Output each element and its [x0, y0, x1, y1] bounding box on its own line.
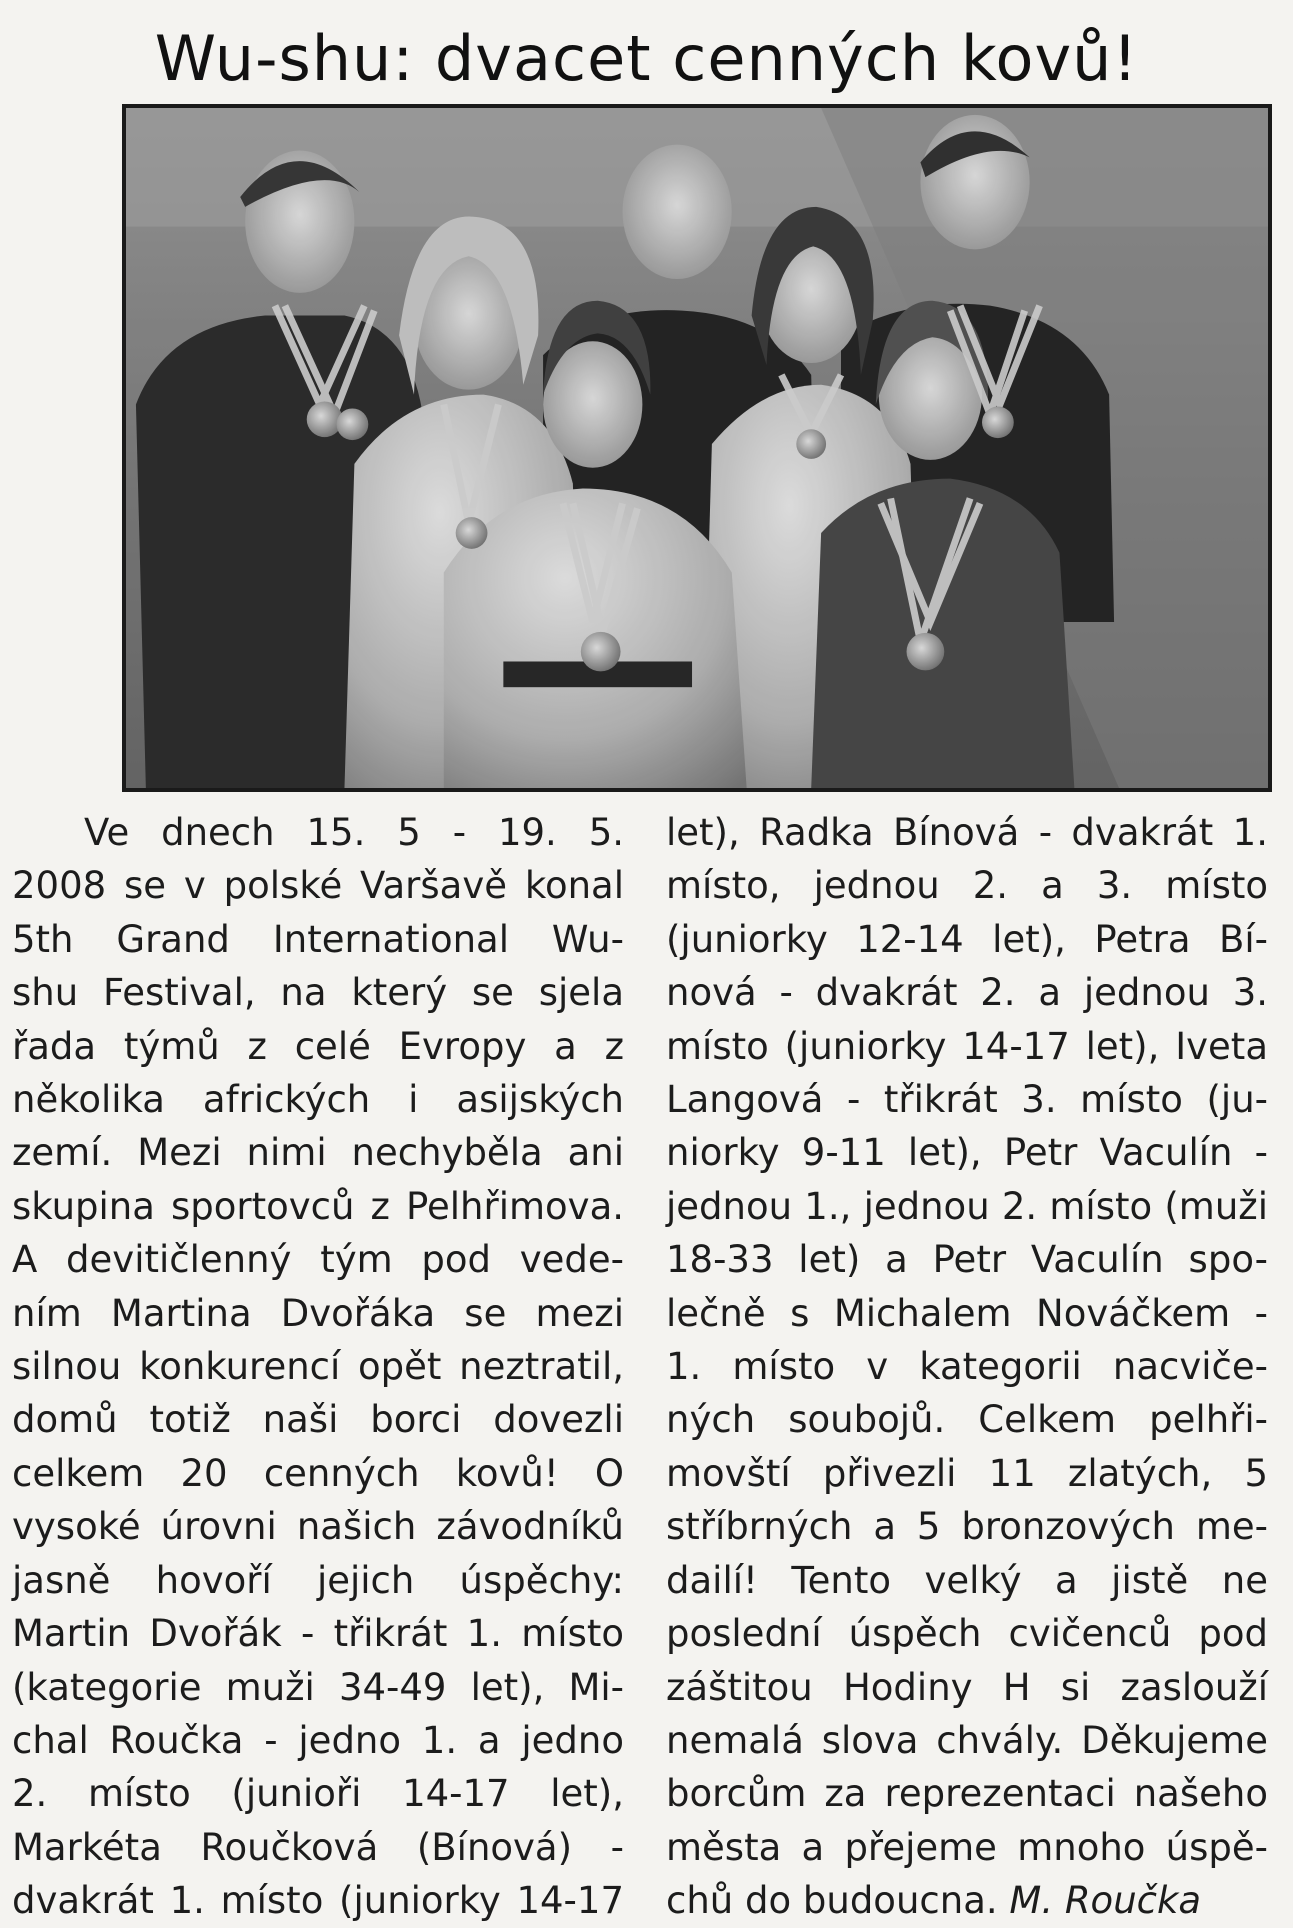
article-line: borcům za reprezentaci našeho: [666, 1772, 1268, 1816]
article-line: 18-33 let) a Petr Vaculín spo-: [666, 1238, 1268, 1282]
article-line-text: chů do budoucna.: [666, 1879, 998, 1923]
article-line: nemalá slova chvály. Děkujeme: [666, 1718, 1268, 1762]
article-line: vysoké úrovni našich závodníků: [12, 1505, 624, 1549]
article-line: domů totiž naši borci dovezli: [12, 1398, 624, 1442]
article-line: A devitičlenný tým pod vede-: [12, 1238, 624, 1282]
article-line: města a přejeme mnoho úspě-: [666, 1825, 1268, 1869]
article-line: (juniorky 12-14 let), Petra Bí-: [666, 917, 1268, 961]
article-line: (kategorie muži 34-49 let), Mi-: [12, 1665, 624, 1709]
article-line: silnou konkurencí opět neztratil,: [12, 1345, 624, 1389]
article-line: 2. místo (junioři 14-17 let),: [12, 1772, 624, 1816]
article-line: zemí. Mezi nimi nechyběla ani: [12, 1131, 624, 1175]
article-line: jednou 1., jednou 2. místo (muži: [666, 1184, 1268, 1228]
article-line: 2008 se v polské Varšavě konal: [12, 864, 624, 908]
article-line: Ve dnech 15. 5 - 19. 5.: [84, 811, 624, 854]
article-line: nová - dvakrát 2. a jednou 3.: [666, 971, 1268, 1015]
article-line: poslední úspěch cvičenců pod: [666, 1612, 1268, 1656]
article-line: let), Radka Bínová - dvakrát 1.: [666, 811, 1268, 854]
article-line: několika afrických i asijských: [12, 1078, 624, 1122]
article-column-left: [12, 806, 624, 1928]
article-line: místo (juniorky 14-17 let), Iveta: [666, 1024, 1268, 1068]
article-line: lečně s Michalem Nováčkem -: [666, 1291, 1268, 1335]
article-line: ním Martina Dvořáka se mezi: [12, 1291, 624, 1335]
article-line: movští přivezli 11 zlatých, 5: [666, 1451, 1268, 1495]
article-line: 5th Grand International Wu-: [12, 917, 624, 961]
article-line: chal Roučka - jedno 1. a jedno: [12, 1718, 624, 1762]
article-line: 1. místo v kategorii nacviče-: [666, 1345, 1268, 1389]
team-photo-illustration: [126, 108, 1268, 788]
article-line: řada týmů z celé Evropy a z: [12, 1024, 624, 1068]
article-line: Martin Dvořák - třikrát 1. místo: [12, 1612, 624, 1656]
article-line: celkem 20 cenných kovů! O: [12, 1451, 624, 1495]
article-line: Langová - třikrát 3. místo (ju-: [666, 1078, 1268, 1122]
article-line: stříbrných a 5 bronzových me-: [666, 1505, 1268, 1549]
article-line: dvakrát 1. místo (juniorky 14-17: [12, 1879, 624, 1923]
article-line: skupina sportovců z Pelhřimova.: [12, 1184, 624, 1228]
article-line: dailí! Tento velký a jistě ne: [666, 1558, 1268, 1602]
article-line: záštitou Hodiny H si zaslouží: [666, 1665, 1268, 1709]
article-line: shu Festival, na který se sjela: [12, 971, 624, 1015]
article-line: niorky 9-11 let), Petr Vaculín -: [666, 1131, 1268, 1175]
team-photo: [122, 104, 1272, 792]
headline: Wu-shu: dvacet cenných kovů!: [154, 22, 1139, 95]
article-line: Markéta Roučková (Bínová) -: [12, 1825, 624, 1869]
author-signature: M. Roučka: [1009, 1879, 1202, 1923]
article-line: ných soubojů. Celkem pelhři-: [666, 1398, 1268, 1442]
article-column-right: [666, 806, 1268, 1928]
article-line: místo, jednou 2. a 3. místo: [666, 864, 1268, 908]
article-line: jasně hovoří jejich úspěchy:: [12, 1558, 624, 1602]
